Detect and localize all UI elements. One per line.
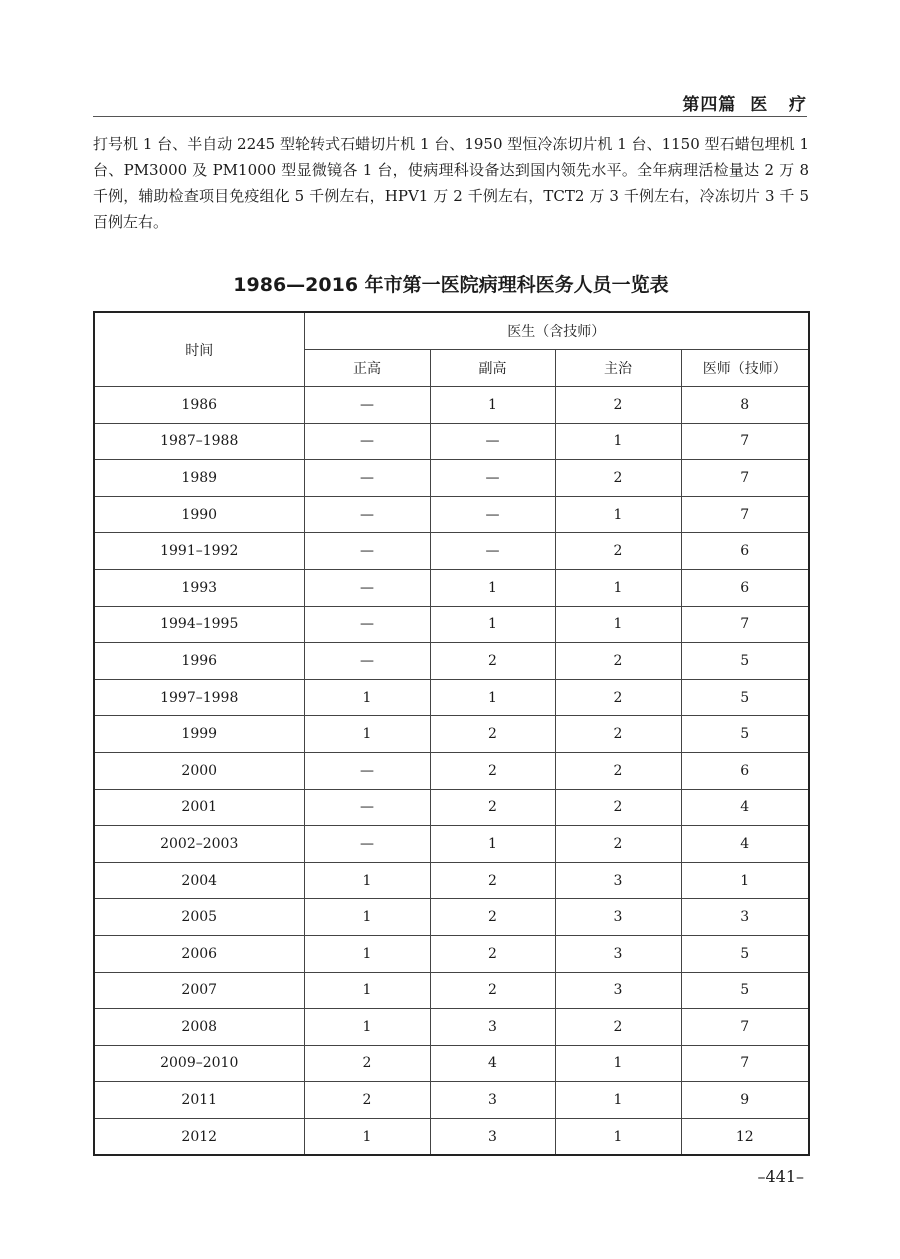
cell-associate-senior: 2 (430, 752, 555, 789)
table-row (94, 789, 809, 826)
table-row (94, 972, 809, 1009)
table-row (94, 423, 809, 460)
cell-physician-technician: 5 (681, 679, 809, 716)
cell-physician-technician: 4 (681, 789, 809, 826)
table-row (94, 643, 809, 680)
cell-time: 1991–1992 (94, 533, 304, 570)
cell-senior: — (304, 569, 430, 606)
cell-time: 1990 (94, 496, 304, 533)
cell-associate-senior: 1 (430, 569, 555, 606)
cell-associate-senior: — (430, 460, 555, 497)
column-header-senior: 正高 (304, 350, 430, 387)
cell-senior: — (304, 387, 430, 424)
cell-time: 1993 (94, 569, 304, 606)
cell-associate-senior: 2 (430, 643, 555, 680)
cell-time: 1997–1998 (94, 679, 304, 716)
table-row (94, 862, 809, 899)
cell-associate-senior: 2 (430, 789, 555, 826)
table-row (94, 1045, 809, 1082)
cell-senior: 1 (304, 862, 430, 899)
cell-associate-senior: 4 (430, 1045, 555, 1082)
cell-physician-technician: 5 (681, 935, 809, 972)
cell-senior: — (304, 643, 430, 680)
cell-associate-senior: 2 (430, 862, 555, 899)
cell-senior: 1 (304, 716, 430, 753)
table-row (94, 460, 809, 497)
cell-time: 2004 (94, 862, 304, 899)
section-title: 第四篇 医 疗 (682, 95, 807, 115)
column-header-physician-technician: 医师（技师） (681, 350, 809, 387)
cell-associate-senior: 2 (430, 716, 555, 753)
cell-time: 1994–1995 (94, 606, 304, 643)
cell-time: 2009–2010 (94, 1045, 304, 1082)
page-number: –441– (757, 1167, 804, 1186)
cell-associate-senior: 1 (430, 826, 555, 863)
cell-senior: 1 (304, 679, 430, 716)
table-row (94, 606, 809, 643)
cell-associate-senior: — (430, 533, 555, 570)
cell-attending: 1 (555, 1082, 681, 1119)
table-row (94, 716, 809, 753)
cell-time: 2012 (94, 1118, 304, 1155)
cell-senior: 1 (304, 1009, 430, 1046)
column-header-time: 时间 (94, 312, 304, 387)
cell-physician-technician: 8 (681, 387, 809, 424)
table-row (94, 569, 809, 606)
cell-attending: 2 (555, 789, 681, 826)
table-row (94, 752, 809, 789)
cell-associate-senior: 2 (430, 935, 555, 972)
cell-attending: 2 (555, 1009, 681, 1046)
cell-senior: — (304, 533, 430, 570)
cell-associate-senior: 1 (430, 387, 555, 424)
cell-time: 2011 (94, 1082, 304, 1119)
cell-attending: 1 (555, 569, 681, 606)
cell-senior: 1 (304, 899, 430, 936)
cell-time: 1987–1988 (94, 423, 304, 460)
cell-attending: 3 (555, 972, 681, 1009)
cell-physician-technician: 7 (681, 1045, 809, 1082)
cell-senior: 2 (304, 1082, 430, 1119)
cell-attending: 2 (555, 387, 681, 424)
cell-physician-technician: 7 (681, 423, 809, 460)
cell-time: 2006 (94, 935, 304, 972)
cell-physician-technician: 6 (681, 569, 809, 606)
cell-senior: 1 (304, 935, 430, 972)
cell-physician-technician: 5 (681, 643, 809, 680)
running-header (93, 88, 807, 117)
cell-physician-technician: 5 (681, 972, 809, 1009)
intro-paragraph: 打号机 1 台、半自动 2245 型轮转式石蜡切片机 1 台、1950 型恒冷冻切片机 1 台、1150 型石蜡包埋机 1 台、PM3000 及 PM1000 型显微镜各 1 台，使病理科设备达到国内领先水平。全年病理活检量达 2 万 8 千例，辅助检查项目免疫组化 5 千例左右，HPV1 万 2 千例左右，TCT2 万 3 千例左右，冷冻切片 3 千 5 百例左右。 (93, 135, 809, 231)
cell-attending: 2 (555, 826, 681, 863)
cell-physician-technician: 7 (681, 1009, 809, 1046)
cell-associate-senior: — (430, 496, 555, 533)
cell-attending: 2 (555, 533, 681, 570)
cell-attending: 1 (555, 496, 681, 533)
cell-senior: 1 (304, 1118, 430, 1155)
table-row (94, 935, 809, 972)
cell-senior: — (304, 460, 430, 497)
cell-time: 2007 (94, 972, 304, 1009)
cell-associate-senior: 1 (430, 679, 555, 716)
table-body (94, 387, 809, 1156)
column-header-associate-senior: 副高 (430, 350, 555, 387)
table-row (94, 899, 809, 936)
cell-attending: 3 (555, 899, 681, 936)
cell-physician-technician: 4 (681, 826, 809, 863)
cell-physician-technician: 6 (681, 752, 809, 789)
cell-attending: 3 (555, 935, 681, 972)
cell-time: 2000 (94, 752, 304, 789)
cell-associate-senior: 2 (430, 899, 555, 936)
cell-time: 1996 (94, 643, 304, 680)
cell-physician-technician: 7 (681, 460, 809, 497)
cell-physician-technician: 3 (681, 899, 809, 936)
cell-time: 2005 (94, 899, 304, 936)
cell-senior: — (304, 789, 430, 826)
cell-associate-senior: 3 (430, 1118, 555, 1155)
cell-attending: 1 (555, 423, 681, 460)
cell-physician-technician: 1 (681, 862, 809, 899)
cell-attending: 1 (555, 1118, 681, 1155)
cell-attending: 2 (555, 643, 681, 680)
cell-physician-technician: 7 (681, 496, 809, 533)
cell-associate-senior: 3 (430, 1009, 555, 1046)
cell-senior: 2 (304, 1045, 430, 1082)
column-header-attending: 主治 (555, 350, 681, 387)
table-row (94, 1009, 809, 1046)
cell-senior: — (304, 423, 430, 460)
staff-table (93, 311, 810, 1156)
table-row (94, 387, 809, 424)
cell-attending: 3 (555, 862, 681, 899)
cell-attending: 2 (555, 716, 681, 753)
cell-senior: — (304, 826, 430, 863)
column-group-header-doctors: 医生（含技师） (304, 312, 809, 350)
cell-attending: 2 (555, 679, 681, 716)
cell-associate-senior: — (430, 423, 555, 460)
cell-attending: 1 (555, 1045, 681, 1082)
cell-physician-technician: 9 (681, 1082, 809, 1119)
cell-physician-technician: 12 (681, 1118, 809, 1155)
table-row (94, 533, 809, 570)
cell-senior: — (304, 752, 430, 789)
cell-time: 2008 (94, 1009, 304, 1046)
table-row (94, 496, 809, 533)
cell-physician-technician: 6 (681, 533, 809, 570)
cell-senior: — (304, 496, 430, 533)
cell-associate-senior: 1 (430, 606, 555, 643)
cell-senior: 1 (304, 972, 430, 1009)
cell-time: 2002–2003 (94, 826, 304, 863)
table-row (94, 1118, 809, 1155)
cell-attending: 2 (555, 460, 681, 497)
cell-attending: 2 (555, 752, 681, 789)
table-row (94, 1082, 809, 1119)
cell-time: 2001 (94, 789, 304, 826)
cell-associate-senior: 2 (430, 972, 555, 1009)
table-row (94, 826, 809, 863)
cell-senior: — (304, 606, 430, 643)
cell-physician-technician: 5 (681, 716, 809, 753)
table-row (94, 679, 809, 716)
cell-attending: 1 (555, 606, 681, 643)
cell-time: 1986 (94, 387, 304, 424)
cell-associate-senior: 3 (430, 1082, 555, 1119)
cell-time: 1999 (94, 716, 304, 753)
cell-time: 1989 (94, 460, 304, 497)
cell-physician-technician: 7 (681, 606, 809, 643)
table-header-row (94, 312, 809, 350)
table-title: 1986—2016 年市第一医院病理科医务人员一览表 (233, 274, 669, 296)
